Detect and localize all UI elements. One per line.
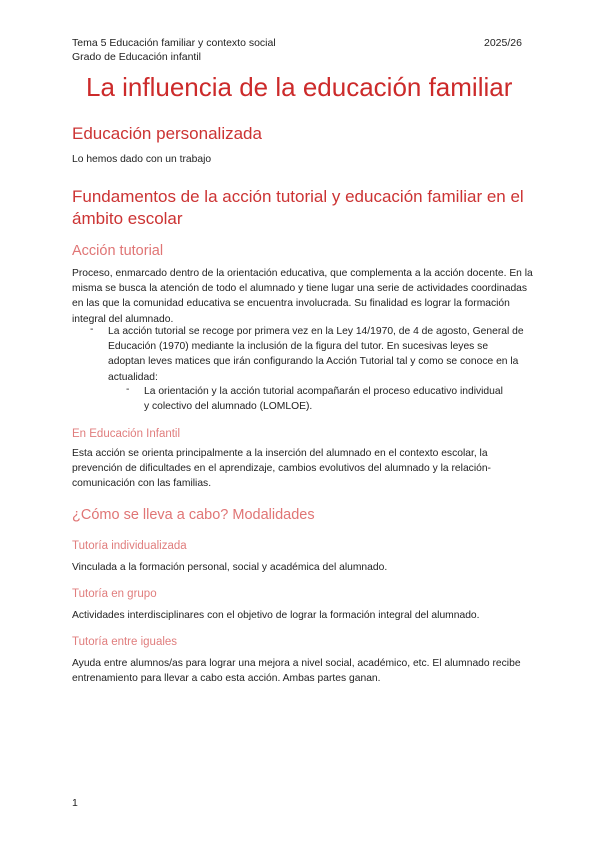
page-number: 1 (72, 797, 78, 809)
header-degree: Grado de Educación infantil (72, 51, 201, 63)
page-title: La influencia de la educación familiar (86, 72, 513, 102)
heading-accion-tutorial: Acción tutorial (72, 243, 164, 259)
sub-bullet-lomloe: La orientación y la acción tutorial acompañarán el proceso educativo individual y colectivo del alumnado (LOMLOE). (144, 386, 503, 413)
sub-bullet-dash: - (126, 384, 130, 395)
text-tutoria-en-grupo: Actividades interdisciplinares con el objetivo de lograr la formación integral del alumnado. (72, 610, 480, 621)
text-tutoria-entre-iguales: Ayuda entre alumnos/as para lograr una mejora a nivel social, académico, etc. El alumnado recibe entrenamiento para llevar a cabo esta acción. Ambas partes ganan. (72, 658, 521, 685)
heading-modalidades: ¿Cómo se lleva a cabo? Modalidades (72, 507, 315, 523)
heading-tutoria-individualizada: Tutoría individualizada (72, 540, 187, 552)
heading-tutoria-en-grupo: Tutoría en grupo (72, 588, 157, 600)
paragraph-educacion-infantil: Esta acción se orienta principalmente a la inserción del alumnado en el contexto escolar, la prevención de dificultades en el aprendizaje, cambios evolutivos del alumnado y la relación-comunicación con las familias. (72, 448, 491, 490)
heading-fundamentos (72, 186, 524, 230)
text-educacion-personalizada: Lo hemos dado con un trabajo (72, 154, 212, 165)
text-tutoria-individualizada: Vinculada a la formación personal, social y académica del alumnado. (72, 562, 388, 573)
header-year: 2025/26 (484, 37, 522, 49)
heading-educacion-personalizada: Educación personalizada (72, 124, 262, 143)
heading-en-educacion-infantil: En Educación Infantil (72, 428, 181, 440)
paragraph-accion-tutorial: Proceso, enmarcado dentro de la orientación educativa, que complementa a la acción docente. En la misma se busca la atención de todo el alumnado y tiene lugar una serie de actividades coordinadas en las que la comunidad educativa se encuentra involucrada. Su finalidad es lograr la formación integral del alumnado. (72, 268, 533, 325)
heading-tutoria-entre-iguales: Tutoría entre iguales (72, 636, 178, 648)
heading-fundamentos-line1: Fundamentos de la acción tutorial y educación familiar en el (72, 187, 524, 206)
heading-fundamentos-line2: ámbito escolar (72, 209, 183, 228)
bullet-dash: - (90, 324, 94, 335)
header-course: Tema 5 Educación familiar y contexto social (72, 37, 276, 49)
bullet-ley-1970: La acción tutorial se recoge por primera vez en la Ley 14/1970, de 4 de agosto, General de Educación (1970) mediante la inclusión de la figura del tutor. En sucesivas leyes se adoptan leves matices que irán configurando la Acción Tutorial tal y como se conoce en la actualidad: (108, 326, 524, 383)
